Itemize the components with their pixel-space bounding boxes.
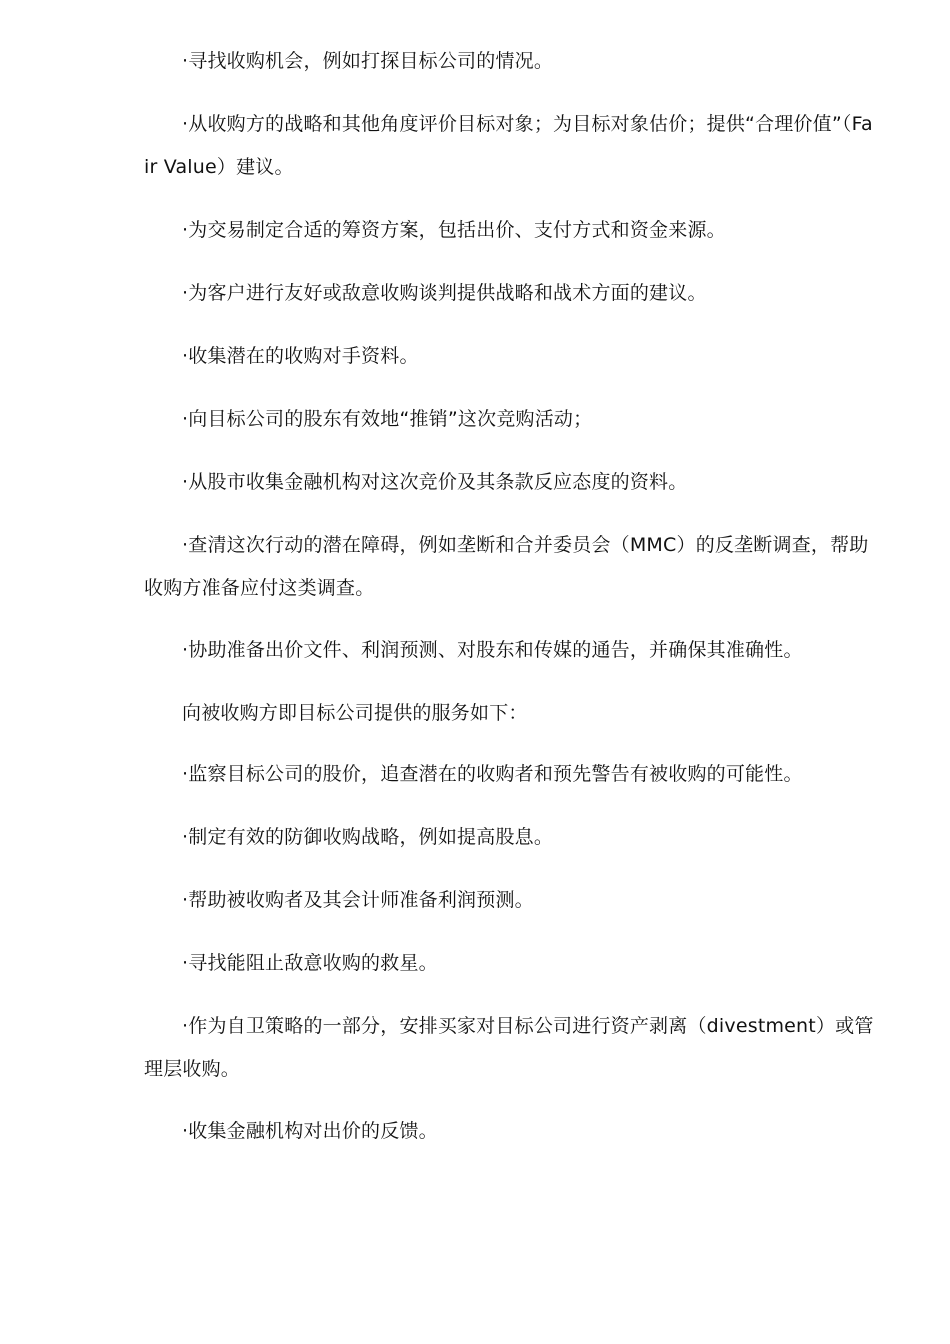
paragraph-13: ·帮助被收购者及其会计师准备利润预测。 (182, 889, 534, 911)
paragraph-16: ·收集金融机构对出价的反馈。 (182, 1120, 438, 1142)
paragraph-14: ·寻找能阻止敌意收购的救星。 (182, 952, 438, 974)
paragraph-2: ·从收购方的战略和其他角度评价目标对象；为目标对象估价；提供“合理价值”（Fair Value）建议。 (144, 113, 873, 178)
paragraph-5: ·收集潜在的收购对手资料。 (182, 345, 419, 367)
paragraph-8: ·查清这次行动的潜在障碍，例如垄断和合并委员会（MMC）的反垄断调查，帮助收购方准备应付这类调查。 (144, 534, 869, 599)
paragraph-6: ·向目标公司的股东有效地“推销”这次竞购活动； (182, 408, 593, 430)
paragraph-11: ·监察目标公司的股价，追查潜在的收购者和预先警告有被收购的可能性。 (182, 763, 803, 785)
paragraph-3: ·为交易制定合适的筹资方案，包括出价、支付方式和资金来源。 (182, 219, 726, 241)
paragraph-12: ·制定有效的防御收购战略，例如提高股息。 (182, 826, 554, 848)
paragraph-9: ·协助准备出价文件、利润预测、对股东和传媒的通告，并确保其准确性。 (182, 639, 803, 661)
paragraph-15: ·作为自卫策略的一部分，安排买家对目标公司进行资产剥离（divestment）或管理层收购。 (144, 1015, 874, 1080)
paragraph-4: ·为客户进行友好或敌意收购谈判提供战略和战术方面的建议。 (182, 282, 707, 304)
paragraph-7: ·从股市收集金融机构对这次竞价及其条款反应态度的资料。 (182, 471, 688, 493)
paragraph-10: 向被收购方即目标公司提供的服务如下： (182, 702, 528, 724)
paragraph-1: ·寻找收购机会，例如打探目标公司的情况。 (182, 50, 554, 72)
